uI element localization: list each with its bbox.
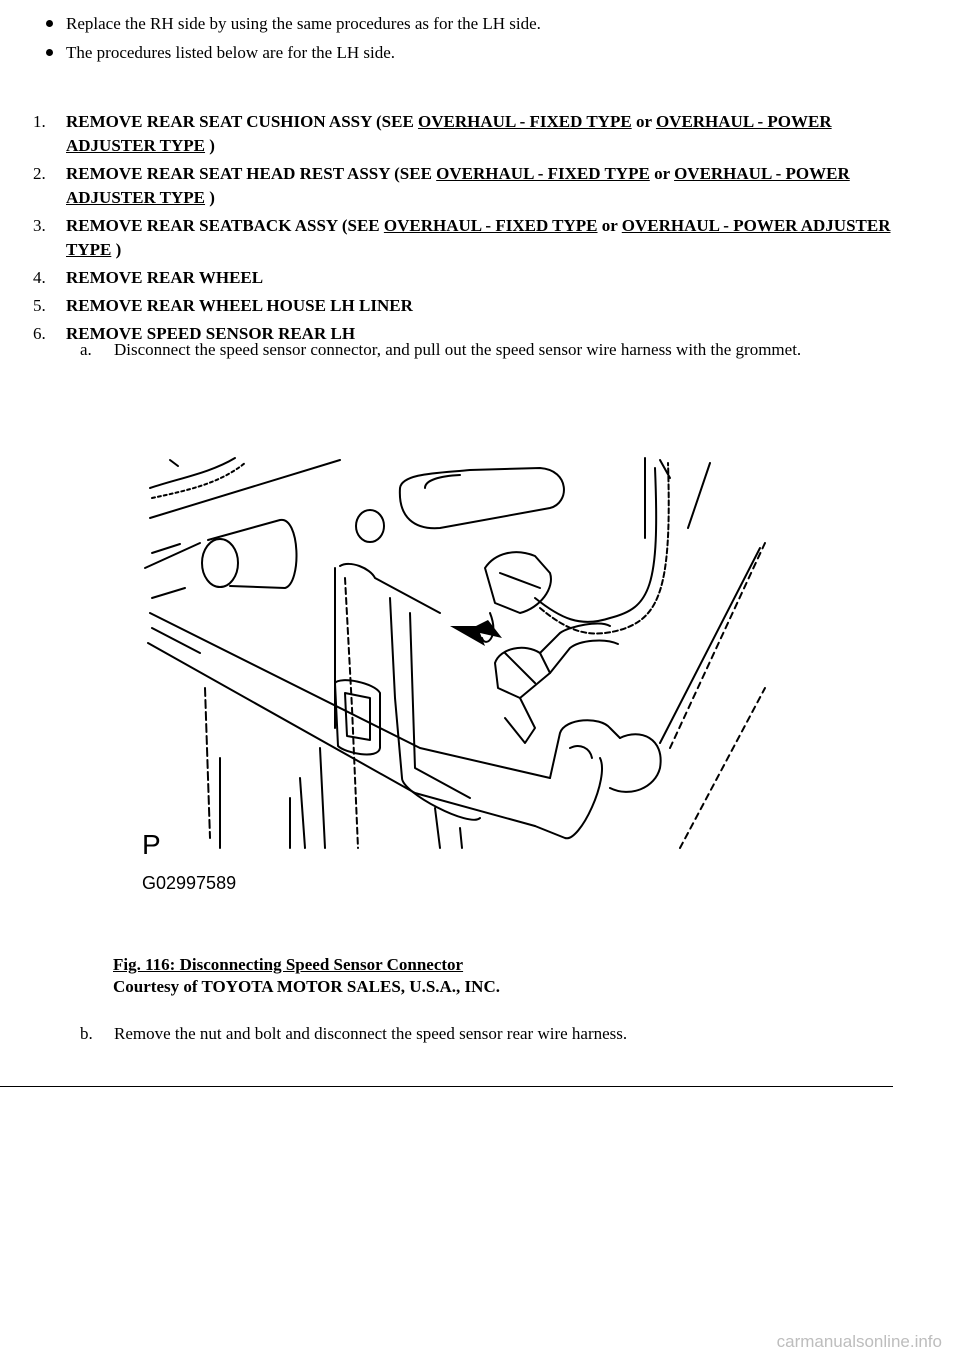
step-number: 1. — [33, 112, 46, 131]
step-or: or — [631, 112, 656, 131]
figure-caption — [113, 954, 500, 998]
substep-text: Remove the nut and bolt and disconnect the speed sensor rear wire harness. — [114, 1024, 628, 1043]
step-text: REMOVE REAR WHEEL HOUSE LH LINER — [66, 296, 413, 315]
substep-text: Disconnect the speed sensor connector, and pull out the speed sensor wire harness with the grommet. — [114, 340, 802, 359]
link-overhaul-fixed[interactable]: OVERHAUL - FIXED TYPE — [418, 112, 632, 131]
step-number: 5. — [33, 296, 46, 315]
step-or: or — [649, 164, 675, 183]
step-item — [33, 162, 893, 210]
step-text: REMOVE REAR SEAT CUSHION ASSY (SEE — [66, 112, 419, 131]
note-text: Replace the RH side by using the same procedures as for the LH side. — [66, 14, 541, 33]
note-item — [46, 41, 541, 70]
notes-list — [46, 12, 541, 70]
step-text: REMOVE SPEED SENSOR REAR LH — [66, 324, 356, 343]
step-item — [33, 214, 893, 262]
substep-letter: b. — [80, 1024, 93, 1043]
link-overhaul-fixed[interactable]: OVERHAUL - FIXED TYPE — [436, 164, 650, 183]
note-text: The procedures listed below are for the LH side. — [66, 43, 396, 62]
procedure-steps — [33, 110, 893, 350]
figure-code: G02997589 — [142, 873, 237, 893]
figure-caption-credit: Courtesy of TOYOTA MOTOR SALES, U.S.A., INC. — [113, 977, 500, 996]
bullet-dot-icon — [46, 20, 53, 27]
step-number: 4. — [33, 268, 46, 287]
step-item — [33, 110, 893, 158]
step-or: or — [597, 216, 622, 235]
step-number: 6. — [33, 324, 46, 343]
figure-caption-title[interactable]: Fig. 116: Disconnecting Speed Sensor Connector — [113, 955, 464, 974]
speed-sensor-illustration — [140, 448, 780, 896]
link-overhaul-power[interactable]: OVERHAUL - POWER ADJUSTER TYPE — [66, 216, 891, 259]
step-item — [33, 294, 893, 318]
step-item — [33, 266, 893, 290]
pointer-arrow-icon — [450, 620, 502, 646]
site-watermark: carmanualsonline.info — [776, 1332, 942, 1351]
figure-corner-label: P — [142, 829, 161, 860]
link-overhaul-power[interactable]: OVERHAUL - POWER ADJUSTER TYPE — [66, 112, 832, 155]
step-number: 3. — [33, 216, 46, 235]
step-text: REMOVE REAR SEATBACK ASSY (SEE — [66, 216, 384, 235]
step-close: ) — [205, 136, 215, 155]
step-number: 2. — [33, 164, 46, 183]
substep-letter: a. — [80, 340, 92, 359]
step-close: ) — [111, 240, 122, 259]
substep-b — [80, 1022, 874, 1045]
illustration-drawing — [140, 448, 780, 896]
substep-a — [80, 338, 874, 361]
step-text: REMOVE REAR SEAT HEAD REST ASSY (SEE — [66, 164, 437, 183]
bullet-dot-icon — [46, 49, 53, 56]
step-text: REMOVE REAR WHEEL — [66, 268, 264, 287]
step-close: ) — [205, 188, 215, 207]
note-item — [46, 12, 541, 41]
link-overhaul-power[interactable]: OVERHAUL - POWER ADJUSTER TYPE — [66, 164, 850, 207]
page-divider — [0, 1086, 893, 1087]
link-overhaul-fixed[interactable]: OVERHAUL - FIXED TYPE — [383, 216, 598, 235]
